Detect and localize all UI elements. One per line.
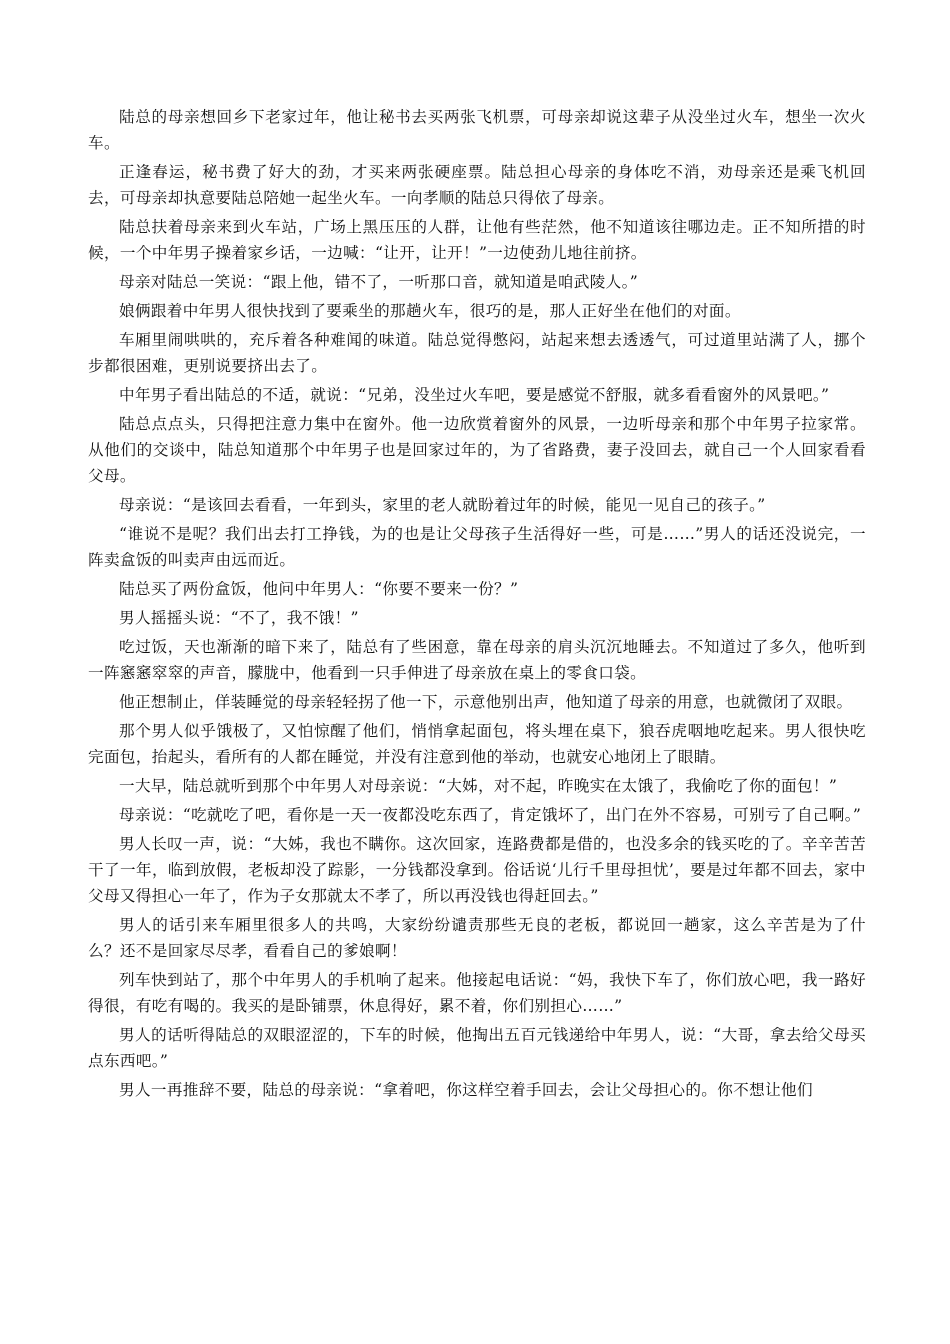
paragraph-2: 正逢春运，秘书费了好大的劲，才买来两张硬座票。陆总担心母亲的身体吃不消，劝母亲还是乘飞机回去，可母亲却执意要陆总陪她一起坐火车。一向孝顺的陆总只得依了母亲。 (88, 163, 866, 207)
paragraph-13: 吃过饭，天也渐渐的暗下来了，陆总有了些困意，靠在母亲的肩头沉沉地睡去。不知道过了多久，他听到一阵窸窸窣窣的声音，朦胧中，他看到一只手伸进了母亲放在桌上的零食口袋。 (88, 638, 866, 682)
paragraph-5: 娘俩跟着中年男人很快找到了要乘坐的那趟火车，很巧的是，那人正好坐在他们的对面。 (119, 302, 741, 320)
paragraph-15: 那个男人似乎饿极了，又怕惊醒了他们，悄悄拿起面包，将头埋在桌下，狼吞虎咽地吃起来。男人很快吃完面包，抬起头，看所有的人都在睡觉，并没有注意到他的举动，也就安心地闭上了眼睛。 (88, 722, 866, 766)
paragraph-1: 陆总的母亲想回乡下老家过年，他让秘书去买两张飞机票，可母亲却说这辈子从没坐过火车，想坐一次火车。 (88, 108, 866, 152)
paragraph-6: 车厢里闹哄哄的，充斥着各种难闻的味道。陆总觉得憋闷，站起来想去透透气，可过道里站满了人，挪个步都很困难，更别说要挤出去了。 (88, 331, 866, 375)
paragraph-20: 列车快到站了，那个中年男人的手机响了起来。他接起电话说：“妈，我快下车了，你们放心吧，我一路好得很，有吃有喝的。我买的是卧铺票，休息得好，累不着，你们别担心……” (88, 971, 866, 1015)
paragraph-7: 中年男子看出陆总的不适，就说：“兄弟，没坐过火车吧，要是感觉不舒服，就多看看窗外的风景吧。” (119, 386, 830, 404)
paragraph-3: 陆总扶着母亲来到火车站，广场上黑压压的人群，让他有些茫然，他不知道该往哪边走。正不知所措的时候，一个中年男子操着家乡话，一边喊：“让开，让开！”一边使劲儿地往前挤。 (88, 218, 866, 262)
paragraph-18: 男人长叹一声，说：“大姊，我也不瞒你。这次回家，连路费都是借的，也没多余的钱买吃的了。辛辛苦苦干了一年，临到放假，老板却没了踪影，一分钱都没拿到。俗话说‘儿行千里母担忧’，要是过年都不回去，家中父母又得担心一年了，作为子女那就太不孝了，所以再没钱也得赶回去。” (88, 835, 866, 905)
paragraph-22: 男人一再推辞不要，陆总的母亲说：“拿着吧，你这样空着手回去，会让父母担心的。你不想让他们 (119, 1081, 813, 1099)
paragraph-10: “谁说不是呢？我们出去打工挣钱，为的也是让父母孩子生活得好一些，可是……”男人的话还没说完，一阵卖盒饭的叫卖声由远而近。 (88, 525, 866, 569)
paragraph-11: 陆总买了两份盒饭，他问中年男人：“你要不要来一份？” (119, 580, 519, 598)
paragraph-8: 陆总点点头，只得把注意力集中在窗外。他一边欣赏着窗外的风景，一边听母亲和那个中年男子拉家常。从他们的交谈中，陆总知道那个中年男子也是回家过年的，为了省路费，妻子没回去，就自己一个人回家看看父母。 (88, 415, 866, 485)
paragraph-16: 一大早，陆总就听到那个中年男人对母亲说：“大姊，对不起，昨晚实在太饿了，我偷吃了你的面包！” (119, 777, 838, 795)
paragraph-21: 男人的话听得陆总的双眼涩涩的，下车的时候，他掏出五百元钱递给中年男人，说：“大哥，拿去给父母买点东西吧。” (88, 1026, 866, 1070)
paragraph-19: 男人的话引来车厢里很多人的共鸣，大家纷纷谴责那些无良的老板，都说回一趟家，这么辛苦是为了什么？还不是回家尽尽孝，看看自己的爹娘啊！ (88, 916, 866, 960)
paragraph-14: 他正想制止，佯装睡觉的母亲轻轻拐了他一下，示意他别出声，他知道了母亲的用意，也就微闭了双眼。 (119, 693, 853, 711)
paragraph-9: 母亲说：“是该回去看看，一年到头，家里的老人就盼着过年的时候，能见一见自己的孩子。” (119, 496, 766, 514)
paragraph-4: 母亲对陆总一笑说：“跟上他，错不了，一听那口音，就知道是咱武陵人。” (119, 273, 639, 291)
paragraph-12: 男人摇摇头说：“不了，我不饿！” (119, 609, 359, 627)
document-page (88, 104, 866, 1106)
paragraph-17: 母亲说：“吃就吃了吧，看你是一天一夜都没吃东西了，肯定饿坏了，出门在外不容易，可别亏了自己啊。” (119, 806, 862, 824)
